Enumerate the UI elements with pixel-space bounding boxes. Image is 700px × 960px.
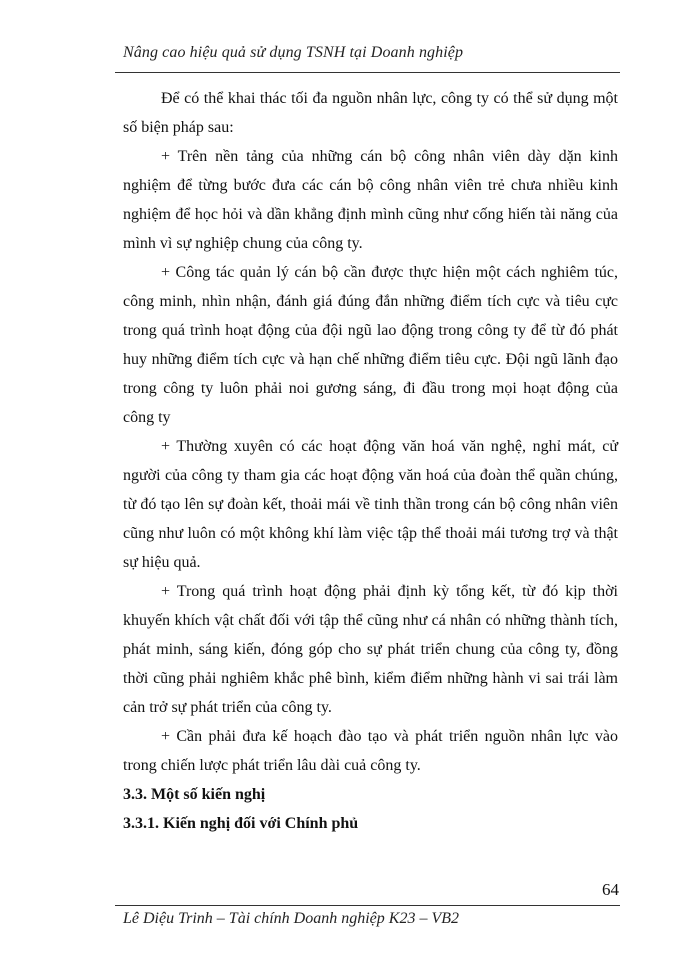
header-rule [115, 72, 620, 73]
page-number: 64 [602, 880, 619, 899]
paragraph-bullet-3: + Thường xuyên có các hoạt động văn hoá văn nghệ, nghỉ mát, cử người của công ty tham gia các hoạt động văn hoá của đoàn thể quần chúng, từ đó tạo lên sự đoàn kết, thoải mái về tinh thần trong cán bộ công nhân viên cũng như luôn có một không khí làm việc tập thể thoải mái tương trợ và thật sự hiệu quả. [123, 438, 618, 571]
paragraph-bullet-2: + Công tác quản lý cán bộ cần được thực hiện một cách nghiêm túc, công minh, nhìn nhận, đánh giá đúng đắn những điểm tích cực và tiêu cực trong quá trình hoạt động của đội ngũ lao động trong công ty để từ đó phát huy những điểm tích cực và hạn chế những điểm tiêu cực. Đội ngũ lãnh đạo trong công ty luôn phải noi gương sáng, đi đầu trong mọi hoạt động của công ty [123, 264, 618, 426]
running-header: Nâng cao hiệu quả sử dụng TSNH tại Doanh nghiệp [123, 44, 464, 61]
paragraph-bullet-4: + Trong quá trình hoạt động phải định kỳ tổng kết, từ đó kịp thời khuyến khích vật chất đối với tập thể cũng như cá nhân có những thành tích, phát minh, sáng kiến, đóng góp cho sự phát triển chung của công ty, đồng thời cũng phải nghiêm khắc phê bình, kiểm điểm những hành vi sai trái làm cản trở sự phát triển của công ty. [123, 583, 618, 716]
running-footer: Lê Diệu Trinh – Tài chính Doanh nghiệp K23 – VB2 [123, 910, 459, 927]
subsection-heading: 3.3.1. Kiến nghị đối với Chính phủ [123, 815, 359, 832]
paragraph-intro: Để có thể khai thác tối đa nguồn nhân lực, công ty có thể sử dụng một số biện pháp sau: [123, 90, 618, 136]
paragraph-bullet-1: + Trên nền tảng của những cán bộ công nhân viên dày dặn kinh nghiệm để từng bước đưa các cán bộ công nhân viên trẻ chưa nhiều kinh nghiệm để học hỏi và dần khẳng định mình cũng như cống hiến tài năng của mình vì sự nghiệp chung của công ty. [123, 148, 618, 252]
footer-rule [115, 905, 620, 906]
paragraph-bullet-5: + Cần phải đưa kế hoạch đào tạo và phát triển nguồn nhân lực vào trong chiến lược phát triển lâu dài cuả công ty. [123, 728, 618, 774]
page-body [123, 84, 618, 838]
section-heading: 3.3. Một số kiến nghị [123, 786, 266, 803]
